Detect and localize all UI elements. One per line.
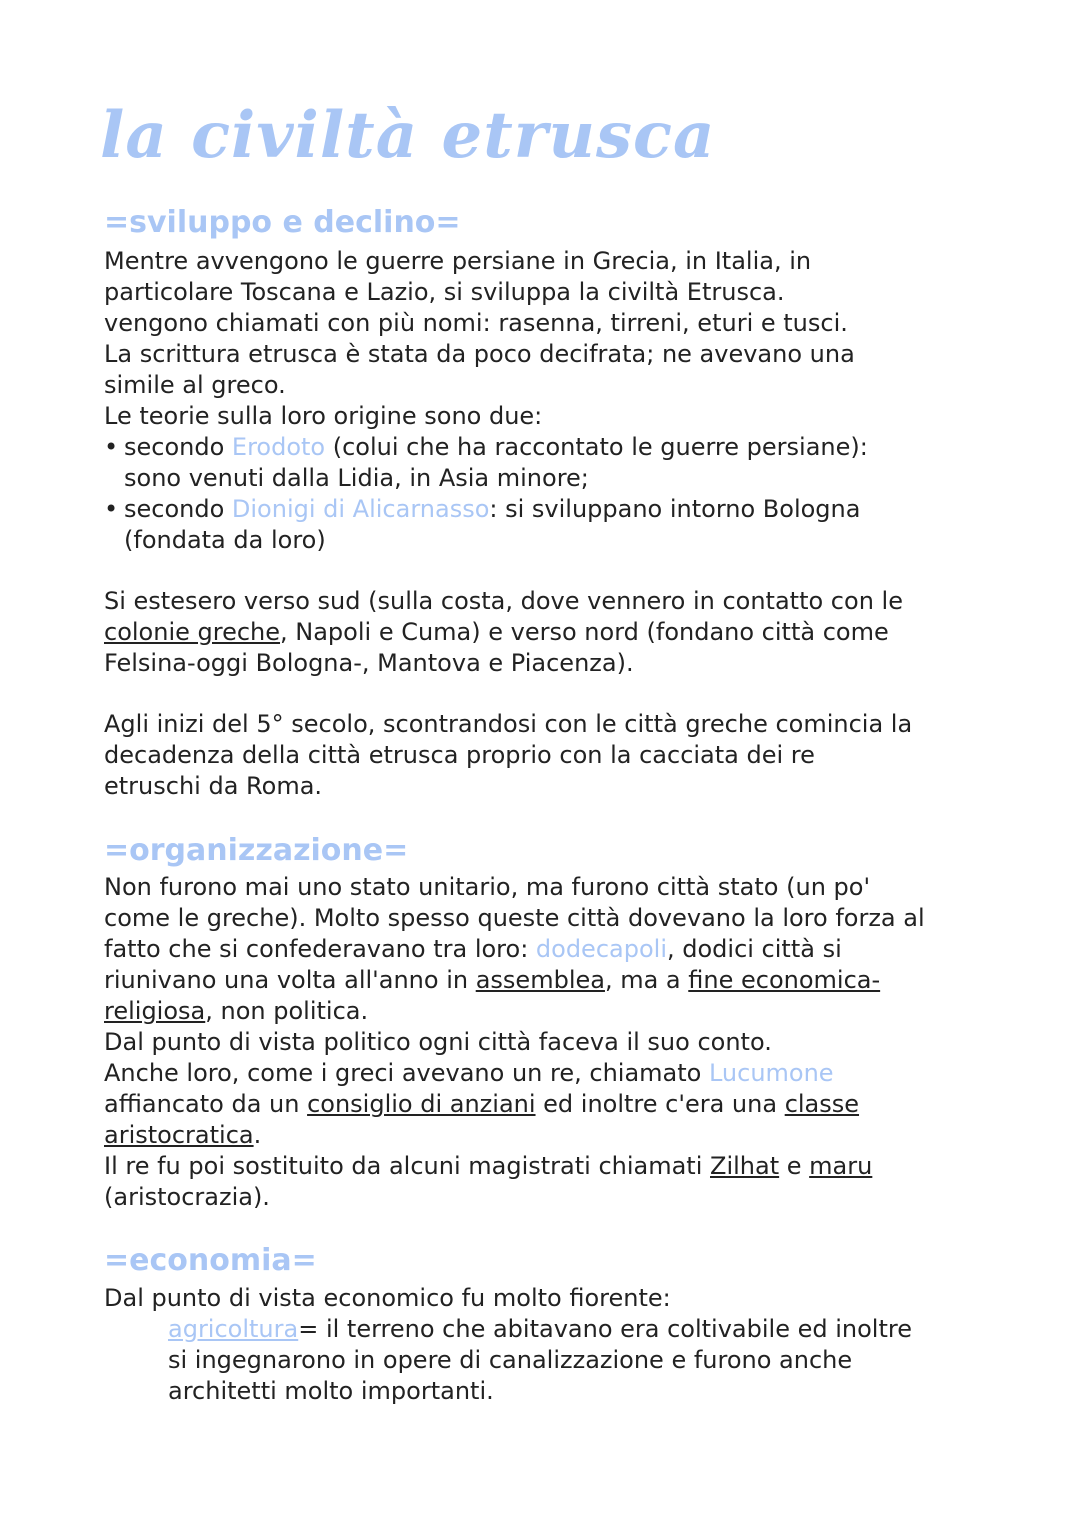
text-line: riunivano una volta all'anno in assemblea, ma a fine economica-: [104, 966, 881, 994]
text-line: affiancato da un consiglio di anziani ed inoltre c'era una classe: [104, 1090, 860, 1118]
underline-assemblea: assemblea: [475, 966, 605, 994]
text-line: si ingegnarono in opere di canalizzazione e furono anche: [168, 1346, 853, 1374]
text-line: La scrittura etrusca è stata da poco decifrata; ne avevano una: [104, 340, 855, 368]
underline-aristocratica: aristocratica: [104, 1121, 254, 1149]
page-title: la civiltà etrusca: [100, 98, 716, 173]
text-line: Agli inizi del 5° secolo, scontrandosi con le città greche comincia la: [104, 710, 913, 738]
heading-economia: =economia=: [104, 1243, 317, 1278]
text-line: Mentre avvengono le guerre persiane in Grecia, in Italia, in: [104, 247, 812, 275]
text-line: Il re fu poi sostituito da alcuni magistrati chiamati Zilhat e maru: [104, 1152, 873, 1180]
text-line: colonie greche, Napoli e Cuma) e verso nord (fondano città come: [104, 618, 889, 646]
highlight-lucumone: Lucumone: [708, 1059, 834, 1087]
bullet-dot: •: [104, 433, 119, 461]
text-line: Dal punto di vista politico ogni città faceva il suo conto.: [104, 1028, 772, 1056]
bullet-dot: •: [104, 495, 119, 523]
underline-zilhat: Zilhat: [710, 1152, 780, 1180]
highlight-agricoltura: agricoltura: [168, 1315, 299, 1343]
text-line: sono venuti dalla Lidia, in Asia minore;: [124, 464, 589, 492]
underline-fine-economica: fine economica-: [688, 966, 881, 994]
underline-consiglio: consiglio di anziani: [307, 1090, 536, 1118]
text-line: architetti molto importanti.: [168, 1377, 494, 1405]
underline-maru: maru: [809, 1152, 873, 1180]
text-line: Dal punto di vista economico fu molto fiorente:: [104, 1284, 671, 1312]
text-line: Non furono mai uno stato unitario, ma furono città stato (un po': [104, 873, 871, 901]
underline-classe: classe: [784, 1090, 860, 1118]
heading-sviluppo: =sviluppo e declino=: [104, 205, 461, 240]
underline-religiosa: religiosa: [104, 997, 206, 1025]
bullet-item-dionigi: secondo Dionigi di Alicarnasso: si sviluppano intorno Bologna: [124, 495, 861, 523]
text-line: Si estesero verso sud (sulla costa, dove vennero in contatto con le: [104, 587, 903, 615]
bullet-item-erodoto: secondo Erodoto (colui che ha raccontato le guerre persiane):: [124, 433, 868, 461]
underline-colonie: colonie greche: [104, 618, 281, 646]
text-line: (fondata da loro): [124, 526, 326, 554]
text-line: Felsina-oggi Bologna-, Mantova e Piacenza).: [104, 649, 634, 677]
text-line: decadenza della città etrusca proprio con la cacciata dei re: [104, 741, 815, 769]
text-line: (aristocrazia).: [104, 1183, 270, 1211]
text-line: religiosa, non politica.: [104, 997, 369, 1025]
highlight-dionigi: Dionigi di Alicarnasso: [231, 495, 490, 523]
text-line: simile al greco.: [104, 371, 286, 399]
text-line: come le greche). Molto spesso queste città dovevano la loro forza al: [104, 904, 925, 932]
text-line: particolare Toscana e Lazio, si sviluppa la civiltà Etrusca.: [104, 278, 785, 306]
highlight-dodecapoli: dodecapoli: [535, 935, 667, 963]
text-line: fatto che si confederavano tra loro: dodecapoli, dodici città si: [104, 935, 842, 963]
text-line: agricoltura= il terreno che abitavano era coltivabile ed inoltre: [168, 1315, 912, 1343]
text-line: Anche loro, come i greci avevano un re, chiamato Lucumone: [104, 1059, 834, 1087]
text-line: vengono chiamati con più nomi: rasenna, tirreni, eturi e tusci.: [104, 309, 848, 337]
text-line: Le teorie sulla loro origine sono due:: [104, 402, 543, 430]
heading-organizzazione: =organizzazione=: [104, 833, 409, 868]
text-line: etruschi da Roma.: [104, 772, 323, 800]
highlight-erodoto: Erodoto: [231, 433, 326, 461]
text-line: aristocratica.: [104, 1121, 262, 1149]
